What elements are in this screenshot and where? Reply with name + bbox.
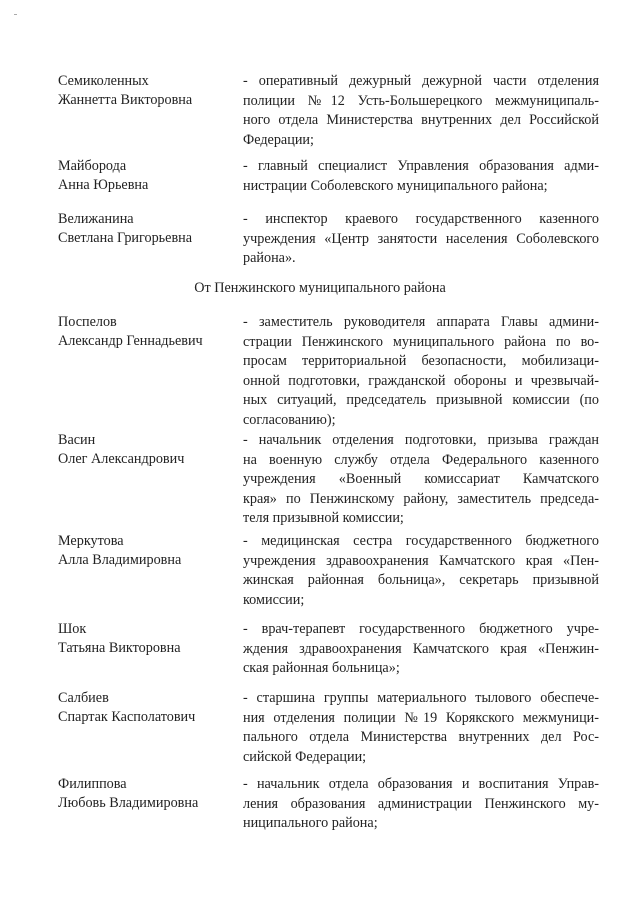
surname: Поспелов	[58, 314, 117, 330]
position-line: ления образования администрации Пенжинского му-	[243, 795, 599, 812]
position-line: - инспектор краевого государственного казенного	[243, 211, 599, 227]
position-line: пального отдела Министерства внутренних дел Рос-	[243, 729, 599, 746]
given-names: Татьяна Викторовна	[58, 640, 181, 656]
position-line: ская районная больница»;	[243, 660, 400, 677]
position-line: ных ситуаций, председатель призывной комиссии (по	[243, 392, 599, 409]
section-title: От Пенжинского муниципального района	[194, 280, 446, 296]
position-line: - старшина группы материального тылового обеспече-	[243, 690, 599, 706]
scan-mark	[14, 14, 17, 15]
position-line: ниципального района;	[243, 815, 378, 832]
surname: Велижанина	[58, 211, 134, 227]
given-names: Алла Владимировна	[58, 552, 182, 568]
position-line: ния отделения полиции №19 Корякского межмуници-	[243, 709, 599, 726]
position-line: - врач-терапевт государственного бюджетного учре-	[243, 621, 599, 637]
surname: Салбиев	[58, 690, 109, 706]
position-line: полиции №12 Усть-Большерецкого межмуниципаль-	[243, 92, 599, 109]
surname: Майборода	[58, 158, 127, 174]
given-names: Олег Александрович	[58, 451, 185, 467]
given-names: Жаннетта Викторовна	[58, 92, 193, 108]
surname: Филиппова	[58, 776, 127, 792]
position-line: края» по Пенжинскому району, заместитель председа-	[243, 490, 599, 507]
position-line: просам территориальной безопасности, мобилизаци-	[243, 353, 599, 370]
person-position	[243, 620, 599, 679]
surname: Шок	[58, 621, 87, 637]
person-position	[243, 431, 599, 529]
position-line: комиссии;	[243, 591, 305, 608]
position-line: ждения здравоохранения Камчатского края «Пенжин-	[243, 640, 599, 657]
surname: Меркутова	[58, 533, 124, 549]
person-name	[58, 72, 238, 110]
position-line: страции Пенжинского муниципального района по во-	[243, 333, 599, 350]
person-name	[58, 620, 238, 658]
given-names: Светлана Григорьевна	[58, 230, 193, 246]
person-name	[58, 157, 238, 195]
position-line: теля призывной комиссии;	[243, 510, 404, 527]
given-names: Любовь Владимировна	[58, 795, 199, 811]
person-name	[58, 313, 238, 351]
person-position	[243, 157, 599, 196]
position-line: учреждения «Центр занятости населения Соболевского	[243, 230, 599, 247]
position-line: учреждения здравоохранения Камчатского края «Пен-	[243, 552, 599, 569]
person-name	[58, 775, 238, 813]
surname: Васин	[58, 432, 96, 448]
position-line: - медицинская сестра государственного бюджетного	[243, 533, 599, 549]
position-line: согласованию);	[243, 411, 336, 428]
person-name	[58, 689, 238, 727]
person-position	[243, 532, 599, 610]
person-position	[243, 775, 599, 834]
position-line: на военную службу отдела Федерального казенного	[243, 451, 599, 468]
position-line: - оперативный дежурный дежурной части отделения	[243, 73, 599, 89]
person-position	[243, 72, 599, 150]
person-position	[243, 313, 599, 431]
person-position	[243, 689, 599, 767]
position-line: - главный специалист Управления образования адми-	[243, 158, 599, 174]
position-line: ного отдела Министерства внутренних дел Российской	[243, 112, 599, 129]
position-line: жинская районная больница», секретарь призывной	[243, 572, 599, 589]
position-line: - начальник отдела образования и воспитания Управ-	[243, 776, 599, 792]
position-line: онной подготовки, гражданской обороны и чрезвычай-	[243, 372, 599, 389]
surname: Семиколенных	[58, 73, 149, 89]
given-names: Александр Геннадьевич	[58, 333, 203, 349]
position-line: учреждения «Военный комиссариат Камчатского	[243, 471, 599, 488]
position-line: района».	[243, 250, 296, 267]
position-line: нистрации Соболевского муниципального района;	[243, 177, 548, 194]
person-name	[58, 431, 238, 469]
position-line: Федерации;	[243, 131, 314, 148]
person-name	[58, 210, 238, 248]
person-name	[58, 532, 238, 570]
position-line: - начальник отделения подготовки, призыва граждан	[243, 432, 599, 448]
position-line: сийской Федерации;	[243, 748, 367, 765]
given-names: Спартак Касполатович	[58, 709, 196, 725]
given-names: Анна Юрьевна	[58, 177, 149, 193]
position-line: - заместитель руководителя аппарата Главы админи-	[243, 314, 599, 330]
person-position	[243, 210, 599, 269]
